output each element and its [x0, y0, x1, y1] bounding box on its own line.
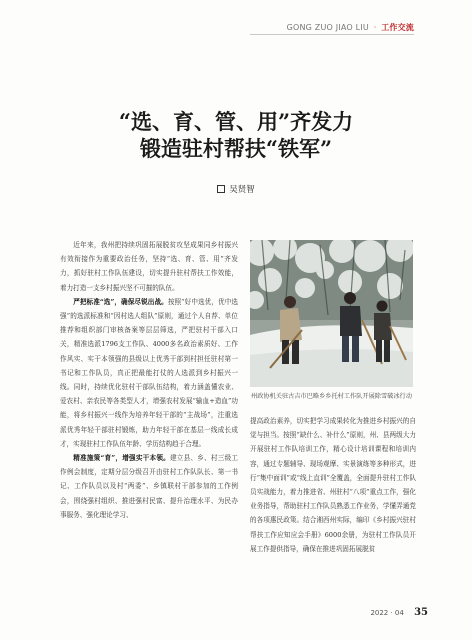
paragraph-train	[60, 451, 238, 522]
running-header	[287, 22, 414, 33]
article-photo	[250, 240, 413, 387]
author-name: 吴贤智	[229, 185, 255, 195]
paragraph-select-lead: 严把标准“选”，确保尽锐出战。	[73, 297, 168, 306]
header-separator: ·	[373, 23, 377, 32]
paragraph-select-text: 按照“好中选优，优中选强”的选派标准和“因村选人组队”原则，通过个人自荐、单位推荐和组织部门审核备案等层层筛选，严把驻村干部入口关，精准选派1796支工作队、4000多名政治素质好、工作作风实、实干本领强的县级以上优秀干部到村担任驻村第一书记和工作队员，真正把最能打仗的人选派到乡村振兴一线。同时，持续优化驻村干部队伍结构，着力涵盖懂农业、爱农村、亲农民等各类型人才，增强农村发展“输血+造血”功能，将乡村振兴一线作为培养年轻干部的“主战场”，注重选派优秀年轻干部驻村锻炼，助力年轻干部在基层一线成长成才，实现驻村工作队伍年龄、学历结构趋于合理。	[60, 297, 238, 448]
photo-caption: 州政协机关驻古吉市巴略乡乡托村工作队开展除雪破冰行动	[251, 393, 412, 400]
article-title	[0, 108, 472, 162]
header-pinyin: GONG ZUO JIAO LIU	[286, 23, 369, 32]
paragraph-intro: 近年来，我州把持续巩固拓展脱贫攻坚成果同乡村振兴有效衔接作为重要政治任务，坚持“选、育、管、用”齐发力，抓好驻村工作队伍建设，切实提升驻村帮扶工作效能，着力打造一支乡村振兴坚不可摧的队伍。	[60, 241, 238, 292]
left-column	[60, 238, 238, 522]
right-column	[250, 414, 416, 556]
paragraph-continued: 提高政治素养，切实把学习成果转化为推进乡村振兴的自觉与担当。按照“缺什么、补什么”原则，州、县两级大力开展驻村工作队培训工作，精心设计培训课程和培训内容，通过专题辅导、现场观摩、实景演练等多种形式，进行“集中面训”或“线上直训”全覆盖，全面提升驻村工作队员实战能力，着力推进省、州驻村“八项”重点工作，强化业务指导，帮助驻村工作队员熟悉工作业务，学懂弄通党的各项惠民政策。结合湘西州实际，编印《乡村振兴驻村帮扶工作应知应会手册》6000余册，为驻村工作队员开展工作提供指导，确保在推进巩固拓展脱贫	[250, 417, 416, 553]
paragraph-select	[60, 295, 238, 451]
byline-box-icon	[217, 185, 225, 193]
header-rule	[250, 34, 414, 35]
title-line-2: 锻造驻村帮扶“铁军”	[139, 136, 333, 161]
header-section: 工作交流	[381, 23, 414, 32]
author-byline	[0, 183, 472, 195]
snow-clearing-photo	[250, 240, 413, 387]
paragraph-train-text: 建立县、乡、村三级工作例会制度，定期分层分级召开由驻村工作队队长、第一书记、工作队员以及村“两委”、乡镇联村干部参加的工作例会，围绕强村组织、推进强村民富、提升治理水平、为民办事服务、强化理论学习、	[60, 454, 238, 519]
page-footer	[370, 607, 428, 618]
paragraph-train-lead: 精准施策“育”，增强实干本领。	[73, 454, 170, 463]
page-number: 35	[414, 607, 428, 618]
issue-number: 2022 · 04	[370, 609, 404, 617]
title-line-1: “选、育、管、用”齐发力	[118, 109, 354, 134]
